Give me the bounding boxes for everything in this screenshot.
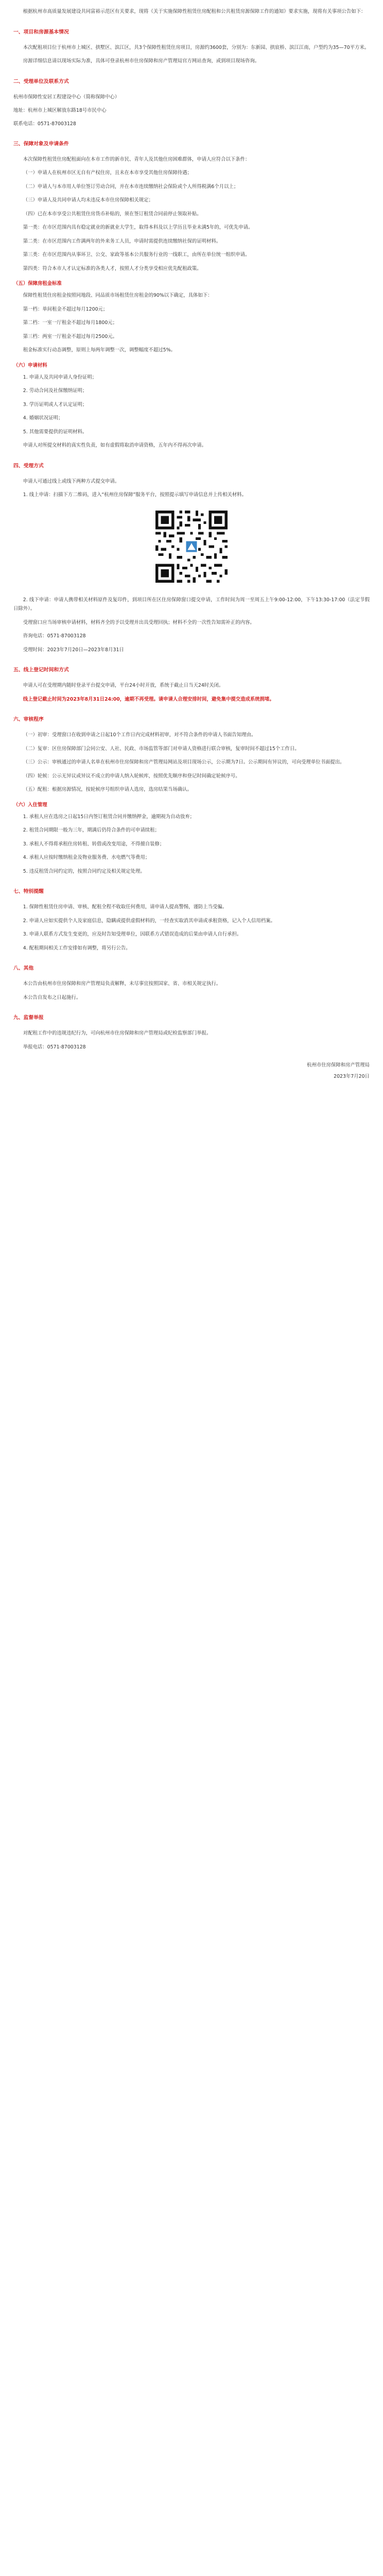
section-heading-1: 一、项目和房源基本情况 — [13, 29, 69, 35]
time-line: 受理时间：2023年7月20日—2023年8月31日 — [23, 647, 124, 653]
qr-code[interactable] — [153, 508, 230, 585]
section-paragraph: （二）申请人与本市用人单位签订劳动合同，并在本市连续缴纳社会保险或个人所得税满6个月以上； — [23, 183, 239, 190]
section-heading-2: 二、受理单位及联系方式 — [13, 78, 69, 84]
section-heading-7: 七、特别提醒 — [13, 889, 44, 894]
section-paragraph: 5. 其他需要提供的证明材料。 — [23, 429, 88, 435]
section-paragraph: （三）公示：审核通过的申请人名单在杭州市住房保障和房产管理局网站及项目现场公示，公示期为7日。公示期间有异议的，可向受理单位书面提出。 — [23, 759, 345, 765]
section-paragraph: 1. 申请人及共同申请人身份证明； — [23, 374, 97, 380]
section-heading-8: 八、其他 — [13, 965, 34, 971]
section-heading-3: 三、保障对象及申请条件 — [13, 141, 69, 147]
section-paragraph: （五）配租：根据房源情况，按轮候序号组织申请人选房，选房结果当场确认。 — [23, 787, 192, 792]
section-paragraph: 保障性租赁住房租金按照同地段、同品质市场租赁住房租金的90%以下确定，具体如下： — [23, 293, 213, 298]
section-paragraph: 1. 线上申请：扫描下方二维码，进入“杭州住房保障”服务平台，按照提示填写申请信息并上传相关材料。 — [23, 492, 247, 498]
section-paragraph: （四）轮候：公示无异议或异议不成立的申请人纳入轮候库，按照优先顺序和登记时间确定轮候序号。 — [23, 773, 240, 779]
intro-paragraph: 根据杭州市高质量发展建设共同富裕示范区有关要求，现将《关于实施保障性租赁住房配租和公共租赁房源保障工作的通知》要求实施，现将有关事项公告如下： — [23, 9, 366, 14]
qr-code-icon — [153, 508, 230, 585]
section-paragraph: 租金标准实行动态调整，原则上每两年调整一次，调整幅度不超过5%。 — [23, 347, 176, 353]
phone-line: 咨询电话：0571-87003128 — [23, 633, 86, 639]
signature-block — [13, 1061, 370, 1081]
section-paragraph: 5. 违反租赁合同约定的，按照合同约定及相关规定处理。 — [23, 868, 145, 874]
phone-line: 举报电话：0571-87003128 — [23, 1044, 86, 1050]
section-paragraph: 第三档：两室一厅租金不超过每月2500元。 — [23, 333, 118, 340]
section-paragraph: 申请人可通过线上或线下两种方式提交申请。 — [23, 478, 120, 484]
section-paragraph: 本公告自发布之日起施行。 — [23, 994, 81, 1001]
deadline-paragraph: 线上登记截止时间为2023年8月31日24:00，逾期不再受理。请申请人合理安排时间，避免集中提交造成系统拥堵。 — [23, 696, 274, 702]
qr-code-container — [13, 508, 370, 585]
section-paragraph: 本次配租项目位于杭州市上城区、拱墅区、滨江区，共3个保障性租赁住房项目，房源约3600套，分别为：东新园、拱宸桥、滨江江南，户型约为35—70平方米。 — [23, 44, 370, 50]
section-paragraph: 第一类：在市区范围内具有稳定就业的新就业大学生，取得本科及以上学历且毕业未满5年的，可优先申请。 — [23, 225, 253, 230]
section-paragraph: 3. 申请人联系方式发生变更的，应及时告知受理单位，因联系方式错误造成的后果由申请人自行承担。 — [23, 931, 242, 937]
subsection-heading: （五）保障房租金标准 — [13, 281, 62, 286]
section-heading-5: 五、线上登记时间和方式 — [13, 667, 69, 673]
contact-line: 杭州市保障性安居工程建设中心（简称保障中心） — [13, 94, 120, 100]
section-paragraph: 2. 线下申请：申请人携带相关材料原件及复印件，到项目所在区住房保障窗口提交申请，工作时间为周一至周五上午9:00-12:00，下午13:30-17:00（法定节假日除外）。 — [13, 597, 370, 612]
section-paragraph: 申请人可在受理期内随时登录平台提交申请，平台24小时开放，系统于截止日当天24时关闭。 — [23, 683, 224, 688]
section-paragraph: （三）申请人及共同申请人均未违反本市住房保障相关规定； — [23, 197, 153, 203]
section-paragraph: 第三类：在市区范围内从事环卫、公交、家政等基本公共服务行业的一线职工，由所在单位统一组织申请。 — [23, 252, 250, 258]
section-paragraph: （二）复审：区住房保障部门会同公安、人社、民政、市场监管等部门对申请人资格进行联合审核，复审时间不超过15个工作日。 — [23, 745, 300, 752]
section-paragraph: 1. 承租人应在选房之日起15日内签订租赁合同并缴纳押金，逾期视为自动放弃； — [23, 814, 195, 820]
section-paragraph: 第二档：一室一厅租金不超过每月1800元； — [23, 320, 118, 326]
section-paragraph: 2. 申请人应如实提供个人及家庭信息，隐瞒或提供虚假材料的，一经查实取消其申请或承租资格，记入个人信用档案。 — [23, 918, 275, 924]
signature-date: 2023年7月20日 — [334, 1073, 370, 1079]
section-paragraph: （一）初审：受理窗口在收到申请之日起10个工作日内完成材料初审，对不符合条件的申请人书面告知理由。 — [23, 732, 256, 738]
section-paragraph: 4. 配租期间相关工作安排如有调整，将另行公告。 — [23, 945, 131, 951]
section-heading-9: 九、监督举报 — [13, 1015, 44, 1021]
subsection-heading: （六）入住管理 — [13, 802, 47, 808]
section-paragraph: 房源详细信息请以现场实际为准，具体可登录杭州市住房保障和房产管理局官方网站查询，或到项目现场咨询。 — [23, 58, 260, 64]
section-paragraph: 1. 保障性租赁住房申请、审核、配租全程不收取任何费用，请申请人提高警惕，谨防上当受骗。 — [23, 904, 228, 910]
signature-org: 杭州市住房保障和房产管理局 — [307, 1062, 370, 1068]
section-paragraph: 本公告由杭州市住房保障和房产管理局负责解释，未尽事宜按照国家、省、市相关规定执行。 — [23, 981, 221, 987]
contact-line: 联系电话：0571-87003128 — [13, 121, 76, 127]
section-heading-4: 四、受理方式 — [13, 463, 44, 469]
section-heading-6: 六、审核程序 — [13, 717, 44, 722]
section-paragraph: （一）申请人在杭州市区无自有产权住房，且未在本市享受其他住房保障待遇； — [23, 170, 192, 176]
section-paragraph: 对配租工作中的违规违纪行为，可向杭州市住房保障和房产管理局或纪检监察部门举报。 — [23, 1030, 212, 1036]
section-paragraph: 4. 承租人应按时缴纳租金及物业服务费、水电燃气等费用； — [23, 855, 150, 860]
section-paragraph: （四）已在本市享受公共租赁住房货币补贴的，须在签订租赁合同前停止领取补贴。 — [23, 211, 202, 217]
section-paragraph: 3. 学历证明或人才认定证明； — [23, 401, 88, 408]
section-paragraph: 本次保障性租赁住房配租面向在本市工作的新市民、青年人及其他住房困难群体，申请人应符合以下条件： — [23, 156, 250, 162]
section-paragraph: 4. 婚姻状况证明； — [23, 415, 63, 421]
section-paragraph: 第二类：在市区范围内工作满两年的外来务工人员，申请时需提供连续缴纳社保的证明材料。 — [23, 238, 221, 244]
section-paragraph: 3. 承租人不得将承租住房转租、转借或改变用途，不得擅自装修； — [23, 841, 165, 847]
section-paragraph: 2. 劳动合同及社保缴纳证明； — [23, 388, 88, 394]
section-paragraph: 2. 租赁合同期限一般为三年，期满后仍符合条件的可申请续租； — [23, 827, 160, 833]
subsection-heading: （六）申请材料 — [13, 362, 47, 368]
section-paragraph: 第一档：单间租金不超过每月1200元； — [23, 306, 108, 312]
contact-line: 地址：杭州市上城区解放东路18号市民中心 — [13, 107, 107, 113]
section-paragraph: 受理窗口应当场审核申请材料，材料齐全的予以受理并出具受理回执；材料不全的一次性告知需补正的内容。 — [23, 619, 255, 625]
section-paragraph: 申请人对所提交材料的真实性负责，如有虚假将取消申请资格，五年内不得再次申请。 — [23, 443, 207, 448]
section-paragraph: 第四类：符合本市人才认定标准的各类人才，按照人才分类享受相应优先配租政策。 — [23, 265, 202, 272]
